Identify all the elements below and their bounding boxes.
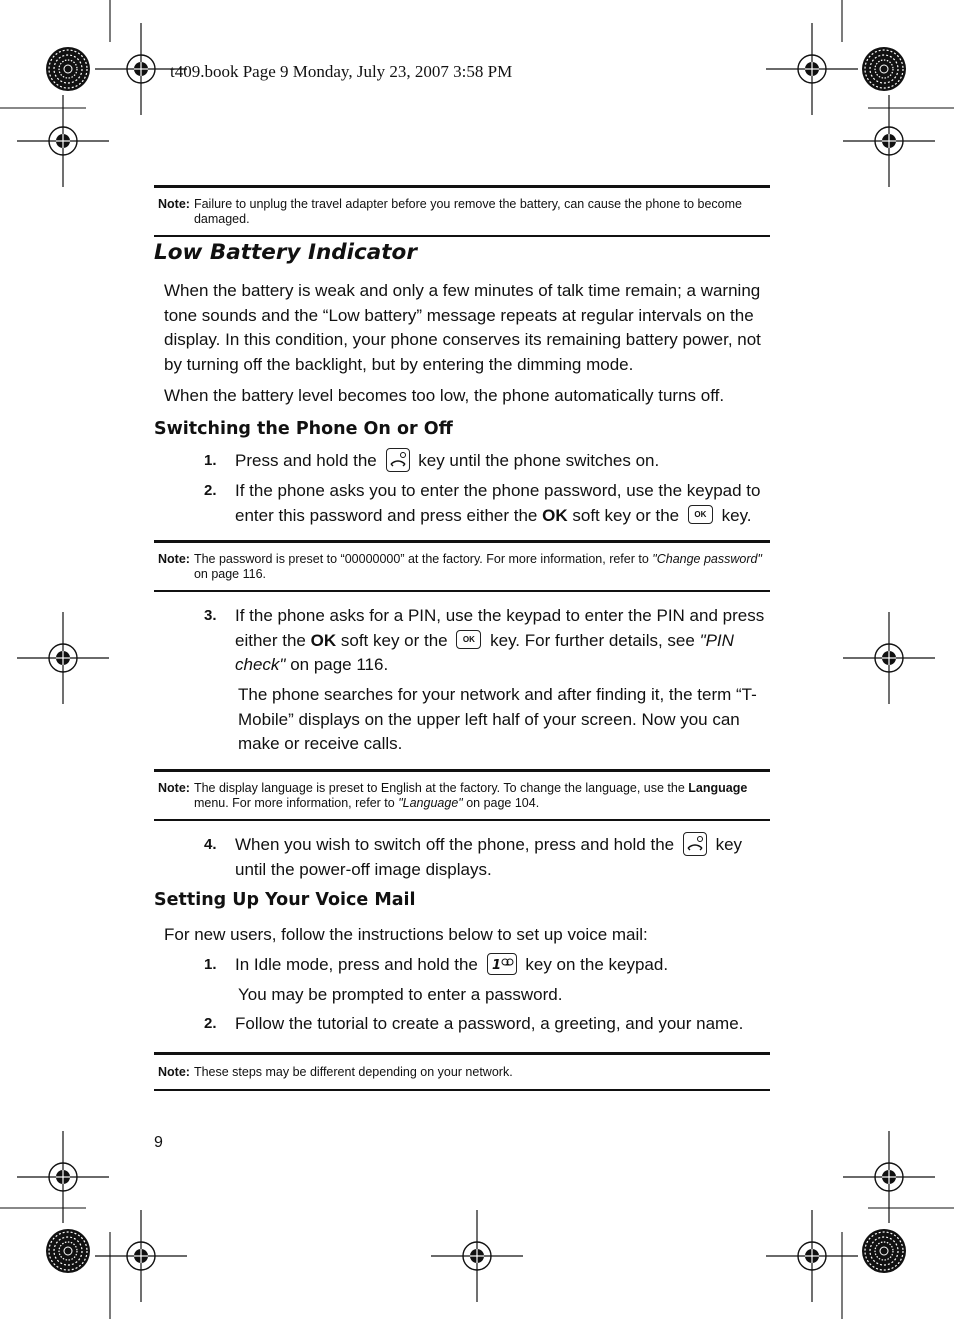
note-text: Failure to unplug the travel adapter before you remove the battery, can cause the phone to become damaged. [193,197,742,226]
note-label: Note: [158,1065,190,1079]
switch-step-2 [204,479,770,528]
change-password-link[interactable]: "Change password" [652,552,762,566]
step-text: Follow the tutorial to create a password, a greeting, and your name. [235,1014,744,1033]
step-text: If the phone asks for a PIN, use the keypad to enter the PIN and press either the OK soft key or the OK key. For further details, see "PIN check" on page 116. [235,606,765,675]
voicemail-intro: For new users, follow the instructions below to set up voice mail: [164,925,648,944]
note-label: Note: [158,552,190,566]
step-text: In Idle mode, press and hold the 1 key on the keypad. [235,953,770,978]
note-battery-removal [154,185,770,237]
section-title-voicemail: Setting Up Your Voice Mail [154,890,416,910]
note-label: Note: [158,781,190,795]
ok-key-icon: OK [456,630,481,649]
step-text: When you wish to switch off the phone, press and hold the key until the power-off image displays. [235,833,770,882]
svg-text:1: 1 [491,957,501,973]
section-title-low-battery: Low Battery Indicator [154,240,417,265]
voicemail-1-key-icon [487,953,517,975]
step-number: 2. [204,1015,217,1032]
voicemail-step-1 [204,953,770,978]
note-password [154,540,770,592]
step-text: If the phone asks you to enter the phone password, use the keypad to enter this password and press either the OK soft key or the OK key. [235,481,761,525]
send-end-key-icon [386,448,410,472]
step-number: 1. [204,956,217,973]
section-title-switching: Switching the Phone On or Off [154,419,453,439]
switch-step-4 [204,833,770,882]
switch-step-3 [204,604,770,678]
voicemail-step-2 [204,1012,770,1037]
switch-step-1 [204,449,770,474]
note-text: The password is preset to “00000000” at the factory. For more information, refer to "Change password" on page 116. [193,552,762,581]
step-number: 2. [204,482,217,499]
language-menu-label: Language [688,781,748,795]
low-battery-paragraph-2: When the battery level becomes too low, the phone automatically turns off. [164,386,725,405]
note-network [154,1052,770,1091]
note-label: Note: [158,197,190,211]
note-text: The display language is preset to English at the factory. To change the language, use the Language menu. For more information, refer to "Language" on page 104. [193,781,748,810]
send-end-key-icon [683,832,707,856]
step-number: 4. [204,836,217,853]
page-number: 9 [154,1134,163,1151]
low-battery-paragraph-1: When the battery is weak and only a few minutes of talk time remain; a warning tone sounds and the “Low battery” message repeats at regular intervals on the display. In this condition, your phone conserves its remaining battery power, not by turning off the backlight, but by entering the dimming mode. [164,281,761,374]
ok-key-icon: OK [688,505,713,524]
step-number: 3. [204,607,217,624]
voicemail-step-1-detail: You may be prompted to enter a password. [238,985,563,1004]
ok-softkey-label: OK [310,630,337,650]
language-link[interactable]: "Language" [398,796,463,810]
note-text: These steps may be different depending on your network. [193,1065,513,1079]
switch-step-3-detail: The phone searches for your network and after finding it, the term “T-Mobile” displays on the upper left half of your screen. Now you can make or receive calls. [238,685,757,754]
step-text: Press and hold the key until the phone switches on. [235,449,770,474]
print-header: t409.book Page 9 Monday, July 23, 2007 3:58 PM [170,62,513,81]
pin-check-link[interactable]: "PIN check" [235,630,734,675]
ok-softkey-label: OK [542,505,568,525]
note-language [154,769,770,821]
step-number: 1. [204,452,217,469]
